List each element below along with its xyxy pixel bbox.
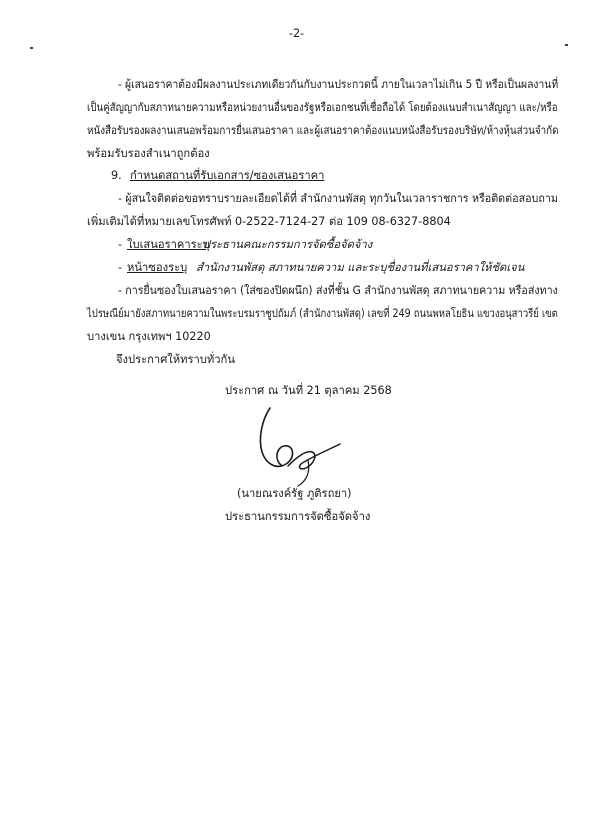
signer-name: (นายณรงค์รัฐ ภูติรถยา) xyxy=(237,487,352,500)
envelope-value: ประธานคณะกรรมการจัดซื้อจัดจ้าง xyxy=(203,238,373,251)
para3-line2: ไปรษณีย์มายังสภาทนายความในพระบรมราชูปถัมภ์ (สำนักงานพัสดุ) เลขที่ 249 ถนนพหลโยธิน แขวงอนุสาวรีย์ เขต xyxy=(87,307,558,320)
para2-line1: - ผู้สนใจติดต่อขอทราบรายละเอียดได้ที่ สำนักงานพัสดุ ทุกวันในเวลาราชการ หรือติดต่อสอบถาม xyxy=(118,192,558,205)
para3-line3: บางเขน กรุงเทพฯ 10220 xyxy=(87,330,211,343)
signer-title: ประธานกรรมการจัดซื้อจัดจ้าง xyxy=(225,510,371,523)
front-label: หน้าซองระบุ xyxy=(127,261,188,274)
signature xyxy=(248,400,358,500)
announcement: จึงประกาศให้ทราบทั่วกัน xyxy=(116,353,235,366)
date-line: ประกาศ ณ วันที่ 21 ตุลาคม 2568 xyxy=(225,384,392,397)
item-dash: - xyxy=(118,261,123,274)
para1-line2: เป็นคู่สัญญากับสภาทนายความหรือหน่วยงานอื่นของรัฐหรือเอกชนที่เชื่อถือได้ โดยต้องแนบสำเนาสัญญา และ/หรือ xyxy=(87,101,558,114)
para1-line1: - ผู้เสนอราคาต้องมีผลงานประเภทเดียวกันกับงานประกวดนี้ ภายในเวลาไม่เกิน 5 ปี หรือเป็นผลงานที่ xyxy=(118,78,559,91)
para3-line1: - การยื่นซองใบเสนอราคา (ใส่ซองปิดผนึก) ส่งที่ชั้น G สำนักงานพัสดุ สภาทนายความ หรือส่งทาง xyxy=(118,284,558,297)
section-number: 9. xyxy=(111,169,122,182)
envelope-label: ใบเสนอราคาระบุ xyxy=(127,238,210,251)
item-dash: - xyxy=(118,238,123,251)
margin-mark xyxy=(30,47,33,49)
front-value: สำนักงานพัสดุ สภาทนายความ และระบุชื่องานที่เสนอราคาให้ชัดเจน xyxy=(196,261,525,274)
page-number: -2- xyxy=(289,27,305,40)
section-heading: กำหนดสถานที่รับเอกสาร/ซองเสนอราคา xyxy=(130,169,325,182)
para1-line4: พร้อมรับรองสำเนาถูกต้อง xyxy=(87,147,210,160)
para2-line2: เพิ่มเติมได้ที่หมายเลขโทรศัพท์ 0-2522-7124-27 ต่อ 109 08-6327-8804 xyxy=(87,215,451,228)
para1-line3: หนังสือรับรองผลงานเสนอพร้อมการยื่นเสนอราคา และผู้เสนอราคาต้องแนบหนังสือรับรองบริษัท/ห้างหุ้นส่วนจำกัด xyxy=(87,124,559,137)
margin-mark xyxy=(565,44,568,46)
